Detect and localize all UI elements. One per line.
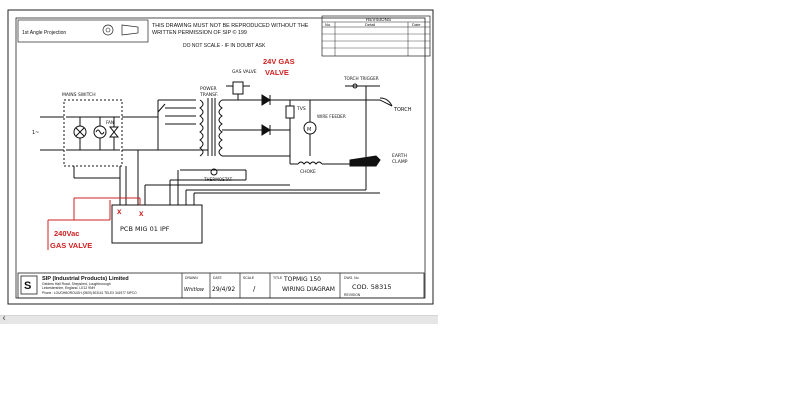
horizontal-scrollbar[interactable] xyxy=(0,315,438,324)
pcb-label: PCB MIG 01 IPF xyxy=(120,225,170,233)
annotation-240v-line2: GAS VALVE xyxy=(50,241,93,250)
drawn-value: Whitlow xyxy=(184,287,204,293)
company-phone: Phone : LOUGHBOROUGH (0509) 503141 TELEX 341977 SIPCO xyxy=(42,291,137,295)
red-x-mark-1: x xyxy=(117,207,122,216)
projection-label: 1st Angle Projection xyxy=(22,30,67,36)
label-mains-switch: MAINS SWITCH xyxy=(62,93,96,98)
warning-line-2: WRITTEN PERMISSION OF SIP © 199 xyxy=(152,30,247,36)
rev-col-date: Date xyxy=(412,22,421,27)
do-not-scale: DO NOT SCALE - IF IN DOUBT ASK xyxy=(183,43,266,49)
rev-col-detail: Detail xyxy=(365,22,376,27)
scale-label: SCALE xyxy=(243,276,255,280)
title-line-1: TOPMIG 150 xyxy=(284,276,321,283)
label-fan: FAN xyxy=(106,120,115,125)
svg-text:S: S xyxy=(24,280,32,292)
company-address-2: Leicestershire, England. LE12 9NH xyxy=(42,286,95,290)
label-wire-feeder: WIRE FEEDER xyxy=(317,114,346,119)
label-power-2: TRANSF. xyxy=(200,93,219,98)
title-line-2: WIRING DIAGRAM xyxy=(282,286,335,293)
warning-line-1: THIS DRAWING MUST NOT BE REPRODUCED WITHOUT THE xyxy=(152,23,309,29)
label-thermostat: THERMOSTAT xyxy=(204,177,233,182)
revisions-title: REVISIONS xyxy=(366,17,392,22)
date-label: DATE xyxy=(213,276,222,280)
company-address-1: Gelders Hall Road, Shepshed, Loughborough xyxy=(42,282,111,286)
label-choke: CHOKE xyxy=(300,170,316,175)
scroll-left-arrow-icon[interactable]: ‹ xyxy=(2,313,6,324)
label-clamp: CLAMP xyxy=(392,160,408,165)
annotation-24v-line2: VALVE xyxy=(265,68,289,77)
label-motor: M xyxy=(307,127,312,133)
label-torch-trigger: TORCH TRIGGER xyxy=(344,76,379,81)
company-name: SIP (Industrial Products) Limited xyxy=(42,276,129,282)
pcb-board xyxy=(112,205,202,243)
red-x-mark-2: x xyxy=(139,209,144,218)
label-earth: EARTH xyxy=(392,154,407,159)
dwg-value: COD. 58315 xyxy=(352,283,392,291)
annotation-240v-line1: 240Vac xyxy=(54,229,80,238)
annotation-24v-line1: 24V GAS xyxy=(263,57,295,66)
drawn-label: DRAWN xyxy=(185,276,198,280)
rev-col-no: No. xyxy=(325,22,332,27)
scale-value: / xyxy=(253,285,256,293)
title-label: TITLE xyxy=(273,276,283,280)
date-value: 29/4/92 xyxy=(212,286,236,293)
label-power-1: POWER xyxy=(200,87,217,92)
label-supply: 1~ xyxy=(32,130,40,136)
label-gas-valve: GAS VALVE xyxy=(232,70,257,75)
label-torch: TORCH xyxy=(394,107,412,113)
revision-label: REVISION xyxy=(344,293,361,297)
label-tvs: TVS xyxy=(297,107,306,112)
dwg-label: DWG. No. xyxy=(344,276,360,280)
